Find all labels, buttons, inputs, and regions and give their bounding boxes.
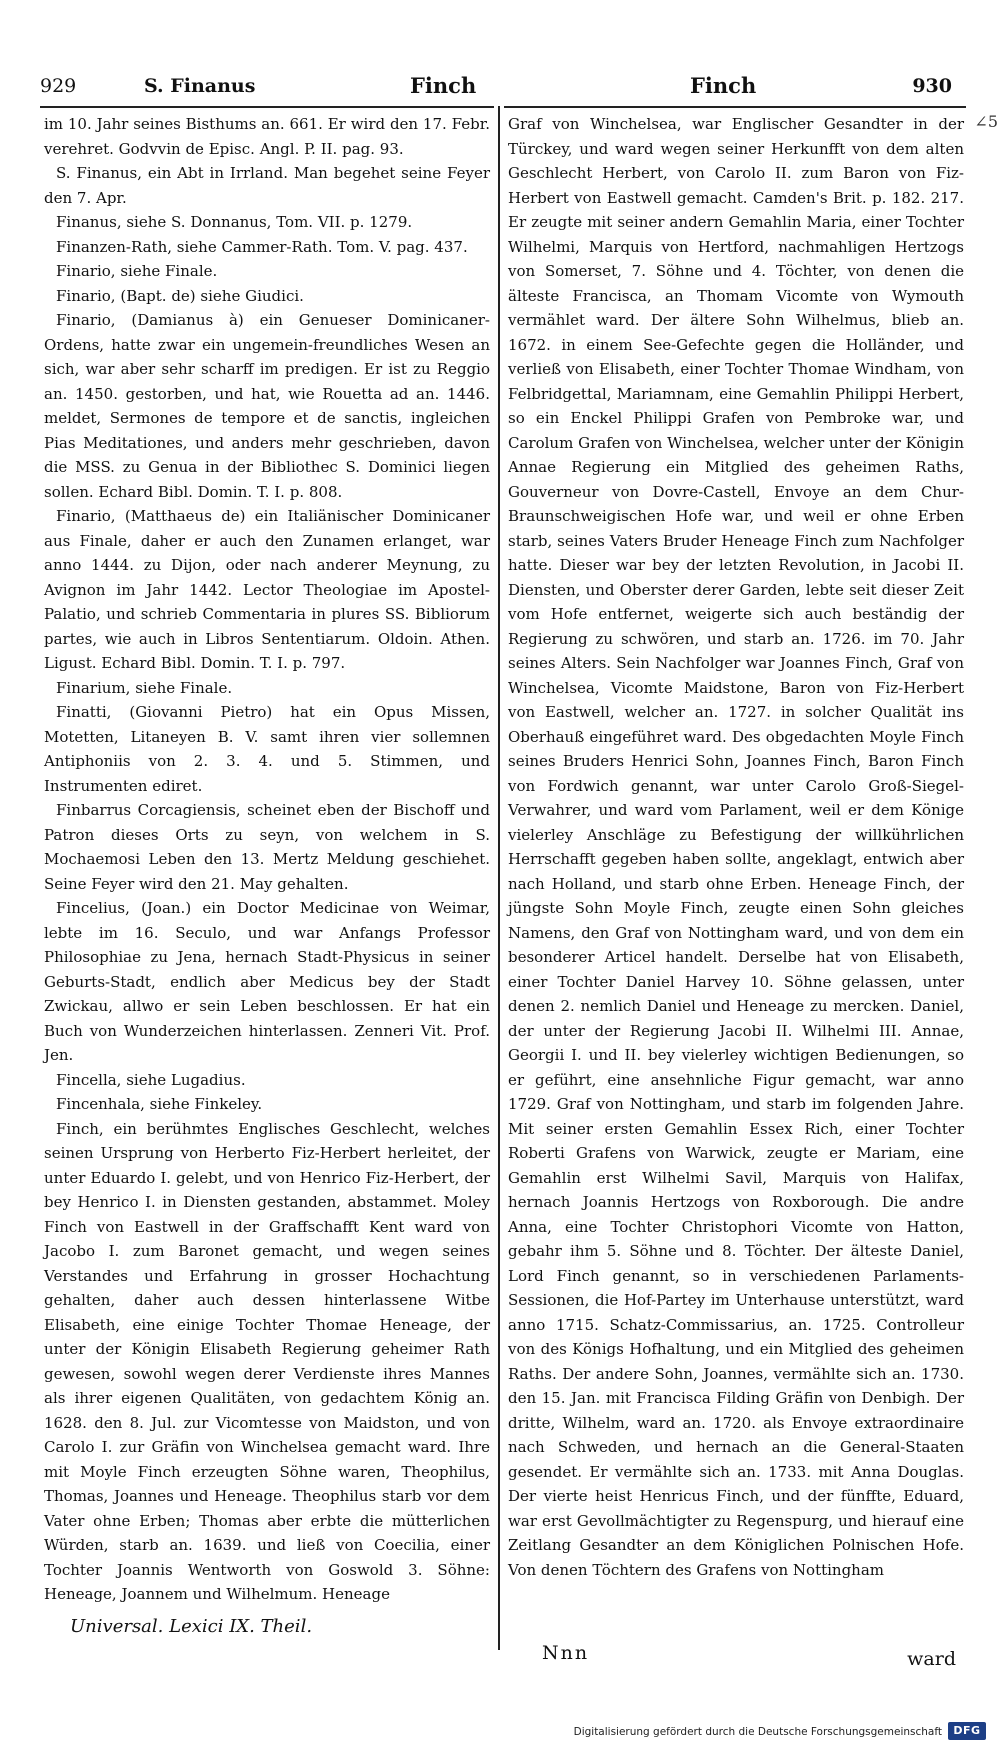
signature-mark: Nnn: [542, 1642, 590, 1664]
entry-paragraph: S. Finanus, ein Abt in Irrland. Man begehet seine Feyer den 7. Apr.: [44, 164, 490, 207]
dfg-logo: [948, 1722, 986, 1740]
running-head-left: S. Finanus: [144, 75, 256, 97]
entry-paragraph: Fincella, siehe Lugadius.: [56, 1070, 246, 1089]
left-column: [44, 112, 490, 1607]
header-rule-right: [504, 106, 966, 108]
entry-paragraph: Graf von Winchelsea, war Englischer Gesandter in der Türckey, und ward wegen seiner Herkunfft von dem alten Geschlecht Herbert, von Carolo II. zum Baron von Fiz-Herbert von Eastwell gemacht. Camden's Brit. p. 182. 217. Er zeugte mit seiner andern Gemahlin Maria, einer Tochter Wilhelmi, Marquis von Hertford, nachmahligen Hertzogs von Somerset, 7. Söhne und 4. Töchter, von denen die älteste Francisca, an Thomam Vicomte von Wymouth vermählet ward. Der ältere Sohn Wilhelmus, blieb an. 1672. in einem See-Gefechte gegen die Holländer, und verließ von Elisabeth, einer Tochter Thomae Windham, von Felbridgettal, Mariamnam, eine Gemahlin Philippi Herbert, so ein Enckel Philippi Grafen von Pembroke war, und Carolum Grafen von Winchelsea, welcher unter der Königin Annae Regierung ein Mitglied des geheimen Raths, Gouverneur von Dovre-Castell, Envoye an dem Chur-Braunschweigischen Hofe war, und weil er ohne Erben starb, seines Vaters Bruder Heneage Finch zum Nachfolger hatte. Dieser war bey der letzten Revolution, in Jacobi II. Diensten, und Oberster derer Garden, lebte seit dieser Zeit vom Hofe entfernet, weigerte sich auch beständig der Regierung zu schwören, und starb an. 1726. im 70. Jahr seines Alters. Sein Nachfolger war Joannes Finch, Graf von Winchelsea, Vicomte Maidstone, Baron von Fiz-Herbert von Eastwell, welcher an. 1727. in solcher Qualität ins Oberhauß eingeführet ward. Des obgedachten Moyle Finch seines Bruders Henrici Sohn, Joannes Finch, Baron Finch von Fordwich genannt, war unter Carolo Groß-Siegel-Verwahrer, und ward vom Parlament, weil er dem Könige vielerley Anschläge zu Befestigung der willkührlichen Herrschafft gegeben haben sollte, angeklagt, entwich aber nach Holland, und starb ohne Erben. Heneage Finch, der jüngste Sohn Moyle Finch, zeugte einen Sohn gleiches Namens, den Graf von Nottingham ward, und von dem ein besonderer Articel handelt. Derselbe hat von Elisabeth, einer Tochter Daniel Harvey 10. Söhne gelassen, unter denen 2. nemlich Daniel und Heneage zu mercken. Daniel, der unter der Regierung Jacobi II. Wilhelmi III. Annae, Georgii I. und II. bey vielerley wichtigen Bedienungen, so er geführt, eine ansehnliche Figur gemacht, war anno 1729. Graf von Nottingham, und starb im folgenden Jahre. Mit seiner ersten Gemahlin Essex Rich, einer Tochter Roberti Grafens von Warwick, zeugte er Mariam, eine Gemahlin erst Wilhelmi Savil, Marquis von Halifax, hernach Joannis Hertzogs von Roxborough. Die andre Anna, eine Tochter Christophori Vicomte von Hatton, gebahr ihm 5. Söhne und 8. Töchter. Der älteste Daniel, Lord Finch genannt, so in verschiedenen Parlaments-Sessionen, die Hof-Partey im Unterhause unterstützt, ward anno 1715. Schatz-Commissarius, an. 1725. Controlleur von des Königs Hofhaltung, und ein Mitglied des geheimen Raths. Der andere Sohn, Joannes, vermählte sich an. 1730. den 15. Jan. mit Francisca Filding Gräfin von Denbigh. Der dritte, Wilhelm, ward an. 1720. als Envoye extraordinaire nach Schweden, und hernach an die General-Staaten gesendet. Er vermählte sich an. 1733. mit Anna Douglas. Der vierte heist Henricus Finch, und der fünffte, Eduard, war erst Gevollmächtigter zu Regenspurg, und hierauf eine Zeitlang Gesandter an dem Königlichen Polnischen Hofe. Von denen Töchtern des Grafens von Nottingham: [508, 115, 964, 1579]
page-number-right: 930: [912, 75, 952, 97]
entry-paragraph: Finatti, (Giovanni Pietro) hat ein Opus Missen, Motetten, Litaneyen B. V. samt ihren vier sollemnen Antiphoniis von 2. 3. 4. und 5. Stimmen, und Instrumenten ediret.: [44, 703, 490, 795]
entry-paragraph: Finarium, siehe Finale.: [56, 678, 233, 697]
right-column: [508, 112, 964, 1582]
entry-paragraph: Finanus, siehe S. Donnanus, Tom. VII. p. 1279.: [56, 213, 413, 231]
headword-right: Finch: [690, 73, 757, 98]
margin-mark: ∠5: [974, 112, 998, 131]
entry-paragraph: Finanzen-Rath, siehe Cammer-Rath. Tom. V. pag. 437.: [56, 237, 468, 256]
entry-paragraph: Finario, siehe Finale.: [56, 262, 218, 280]
entry-paragraph: Finario, (Bapt. de) siehe Giudici.: [56, 286, 304, 305]
entry-paragraph: Fincenhala, siehe Finkeley.: [56, 1095, 263, 1113]
dfg-logo-text: DFG: [953, 1724, 981, 1737]
entry-paragraph: Finario, (Damianus à) ein Genueser Dominicaner-Ordens, hatte zwar ein ungemein-freundliches Wesen an sich, war aber sehr scharff im predigen. Er ist zu Reggio an. 1450. gestorben, und hat, wie Rouetta ad an. 1446. meldet, Sermones de tempore et de sanctis, ingleichen Pias Meditationes, und anders mehr geschrieben, davon die MSS. zu Genua in der Bibliothec S. Dominici liegen sollen. Echard Bibl. Domin. T. I. p. 808.: [44, 311, 490, 501]
column-divider: [498, 106, 500, 1650]
entry-paragraph: Fincelius, (Joan.) ein Doctor Medicinae von Weimar, lebte im 16. Seculo, und war Anfangs Professor Philosophiae zu Jena, hernach Stadt-Physicus in seiner Geburts-Stadt, endlich aber Medicus bey der Stadt Zwickau, allwo er sein Leben beschlossen. Er hat ein Buch von Wunderzeichen hinterlassen. Zenneri Vit. Prof. Jen.: [44, 899, 490, 1064]
headword-left: Finch: [410, 73, 477, 98]
entry-paragraph: im 10. Jahr seines Bisthums an. 661. Er wird den 17. Febr. verehret. Godvvin de Episc. Angl. P. II. pag. 93.: [44, 115, 490, 158]
entry-paragraph: Finch, ein berühmtes Englisches Geschlecht, welches seinen Ursprung von Herberto Fiz-Herbert herleitet, der unter Eduardo I. gelebt, und von Henrico Fiz-Herbert, der bey Henrico I. in Diensten gestanden, abstammet. Moley Finch von Eastwell in der Graffschafft Kent ward von Jacobo I. zum Baronet gemacht, und wegen seines Verstandes und Erfahrung in grosser Hochachtung gehalten, daher auch dessen hinterlassene Witbe Elisabeth, eine einige Tochter Thomae Heneage, der unter der Königin Elisabeth Regierung geheimer Rath gewesen, sowohl wegen derer Verdienste ihres Mannes als ihrer eigenen Qualitäten, von gedachtem König an. 1628. den 8. Jul. zur Vicomtesse von Maidston, und von Carolo I. zur Gräfin von Winchelsea gemacht ward. Ihre mit Moyle Finch erzeugten Söhne waren, Theophilus, Thomas, Joannes und Heneage. Theophilus starb vor dem Vater ohne Erben; Thomas aber erbte die mütterlichen Würden, starb an. 1639. und ließ von Coecilia, einer Tochter Joannis Wentworth von Goswold 3. Söhne: Heneage, Joannem und Wilhelmum. Heneage: [44, 1119, 490, 1603]
header-rule-left: [40, 106, 494, 108]
digitization-credit: Digitalisierung gefördert durch die Deutsche Forschungsgemeinschaft: [573, 1726, 942, 1738]
entry-paragraph: Finario, (Matthaeus de) ein Italiänischer Dominicaner aus Finale, daher er auch den Zunamen erlanget, war anno 1444. zu Dijon, oder nach anderer Meynung, zu Avignon im Jahr 1442. Lector Theologiae im Apostel-Palatio, und schrieb Commentaria in plures SS. Bibliorum partes, wie auch in Libros Sententiarum. Oldoin. Athen. Ligust. Echard Bibl. Domin. T. I. p. 797.: [44, 507, 490, 672]
entry-paragraph: Finbarrus Corcagiensis, scheinet eben der Bischoff und Patron dieses Orts zu seyn, von welchem in S. Mochaemosi Leben den 13. Mertz Meldung geschiehet. Seine Feyer wird den 21. May gehalten.: [44, 801, 490, 893]
page-header: [40, 74, 970, 108]
page-number-left: 929: [40, 75, 77, 97]
volume-footer: Universal. Lexici IX. Theil.: [70, 1616, 313, 1637]
catchword: ward: [907, 1648, 956, 1670]
